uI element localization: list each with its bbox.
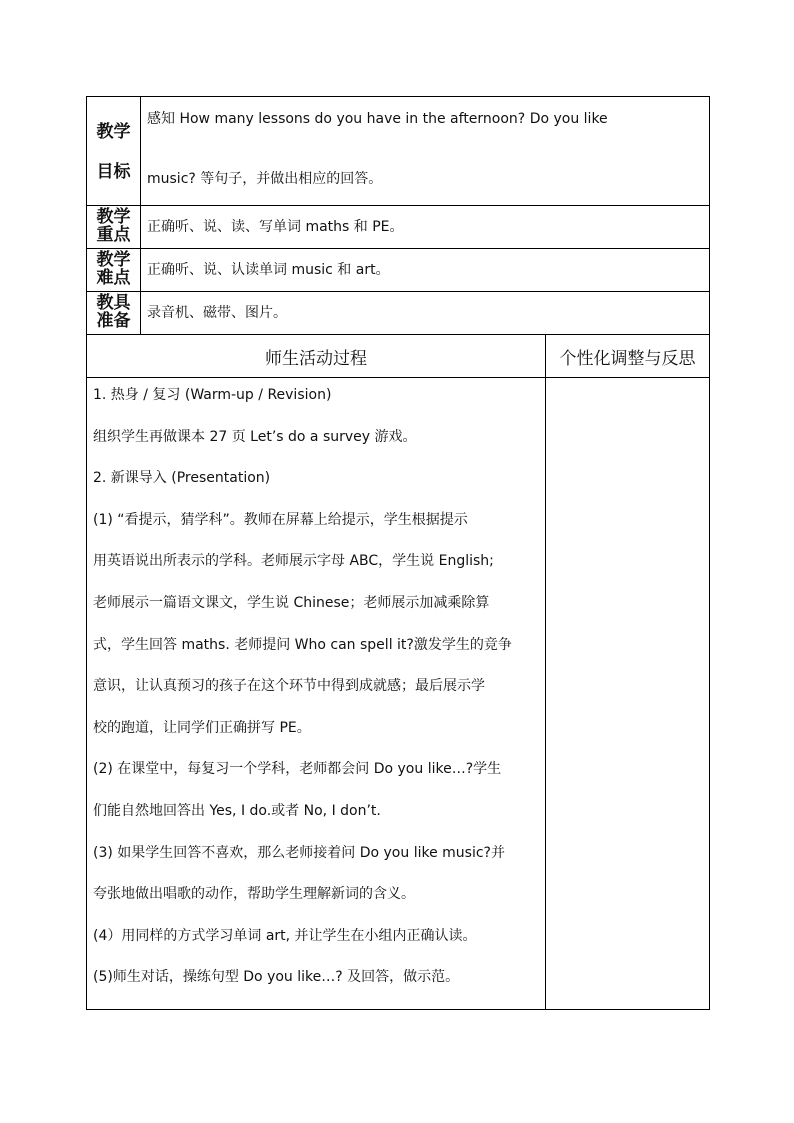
reflection-cell — [546, 378, 710, 1010]
process-line: (3) 如果学生回答不喜欢，那么老师接着问 Do you like music?并 — [93, 844, 505, 861]
process-line: 们能自然地回答出 Yes, I do.或者 No, I don’t. — [93, 802, 381, 819]
lesson-plan-table — [86, 96, 710, 1010]
row-teaching-goal — [87, 97, 710, 206]
process-line: 组织学生再做课本 27 页 Let’s do a survey 游戏。 — [93, 428, 417, 445]
process-line: 意识，让认真预习的孩子在这个环节中得到成就感；最后展示学 — [93, 678, 485, 695]
key-points-label-line1: 教学 — [96, 207, 131, 227]
process-line: (1) “看提示，猜学科”。教师在屏幕上给提示，学生根据提示 — [93, 511, 468, 528]
process-line: (5)师生对话，操练句型 Do you like…? 及回答，做示范。 — [93, 969, 460, 986]
process-line: 式，学生回答 maths. 老师提问 Who can spell it?激发学生的竞争 — [93, 636, 512, 653]
difficulties-label-line1: 教学 — [96, 250, 131, 270]
teaching-goal-label-line2: 目标 — [96, 162, 131, 182]
process-line: (4）用同样的方式学习单词 art, 并让学生在小组内正确认读。 — [93, 927, 477, 944]
materials-content-cell — [141, 292, 710, 335]
key-points-text: 正确听、说、读、写单词 maths 和 PE。 — [147, 219, 404, 235]
key-points-content-cell — [141, 206, 710, 249]
difficulties-label-line2: 难点 — [96, 268, 131, 288]
materials-text: 录音机、磁带、图片。 — [147, 305, 287, 321]
process-header-right: 个性化调整与反思 — [546, 335, 710, 378]
key-points-label-line2: 重点 — [96, 225, 131, 245]
row-process-header — [87, 335, 710, 378]
row-materials — [87, 292, 710, 335]
row-key-points — [87, 206, 710, 249]
teaching-goal-label-line1: 教学 — [96, 122, 131, 142]
process-line: 2. 新课导入 (Presentation) — [93, 470, 271, 487]
materials-label-cell — [87, 292, 141, 335]
materials-label-line1: 教具 — [96, 293, 131, 313]
teaching-goal-text-line2: music? 等句子，并做出相应的回答。 — [147, 171, 383, 187]
teaching-goal-text-line1: 感知 How many lessons do you have in the afternoon? Do you like — [147, 111, 608, 127]
process-body-cell — [87, 378, 546, 1010]
process-line: (2) 在课堂中，每复习一个学科，老师都会问 Do you like…?学生 — [93, 761, 502, 778]
process-line: 校的跑道，让同学们正确拼写 PE。 — [93, 719, 311, 736]
materials-label-line2: 准备 — [96, 311, 131, 331]
teaching-goal-content-cell — [141, 97, 710, 206]
process-line: 1. 热身 / 复习 (Warm-up / Revision) — [93, 387, 332, 403]
row-difficulties — [87, 249, 710, 292]
teaching-goal-label-cell — [87, 97, 141, 206]
difficulties-text: 正确听、说、认读单词 music 和 art。 — [147, 262, 390, 278]
process-line: 用英语说出所表示的学科。老师展示字母 ABC，学生说 English; — [93, 553, 494, 570]
process-header-left: 师生活动过程 — [87, 335, 546, 378]
row-process-body — [87, 378, 710, 1010]
difficulties-content-cell — [141, 249, 710, 292]
key-points-label-cell — [87, 206, 141, 249]
process-line: 老师展示一篇语文课文，学生说 Chinese；老师展示加减乘除算 — [93, 594, 490, 611]
process-line: 夸张地做出唱歌的动作，帮助学生理解新词的含义。 — [93, 886, 415, 903]
difficulties-label-cell — [87, 249, 141, 292]
